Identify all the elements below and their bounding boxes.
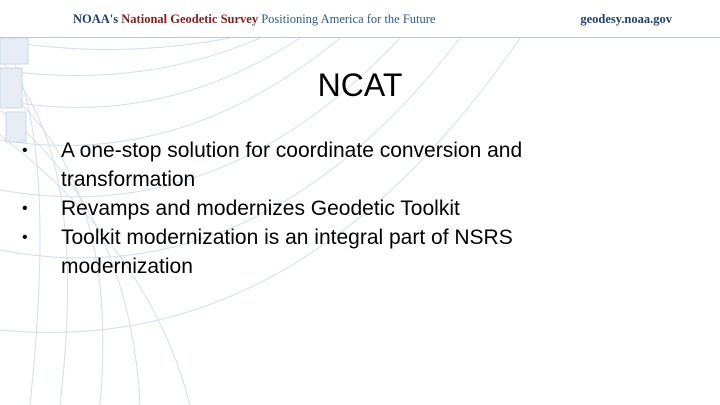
bullet-item — [22, 194, 622, 223]
brand-tagline: Positioning America for the Future — [261, 12, 436, 26]
slide-title: NCAT — [317, 67, 403, 103]
bullet-dot-icon: • — [22, 229, 28, 246]
bullet-dot-icon: • — [22, 142, 28, 159]
bullet-text: Toolkit modernization is an integral part of NSRS modernization — [61, 226, 513, 278]
header-banner — [0, 0, 720, 38]
bullet-text: A one-stop solution for coordinate conversion and transformation — [61, 139, 523, 191]
bullet-text: Revamps and modernizes Geodetic Toolkit — [61, 197, 460, 220]
bullet-dot-icon: • — [22, 200, 28, 217]
bullet-item — [22, 223, 622, 281]
bullet-list — [22, 136, 622, 281]
brand-org: NOAA's — [73, 12, 119, 26]
site-url: geodesy.noaa.gov — [580, 12, 672, 26]
bullet-item — [22, 136, 622, 194]
brand-survey: National Geodetic Survey — [121, 12, 259, 26]
ngs-logo-text — [73, 12, 435, 27]
